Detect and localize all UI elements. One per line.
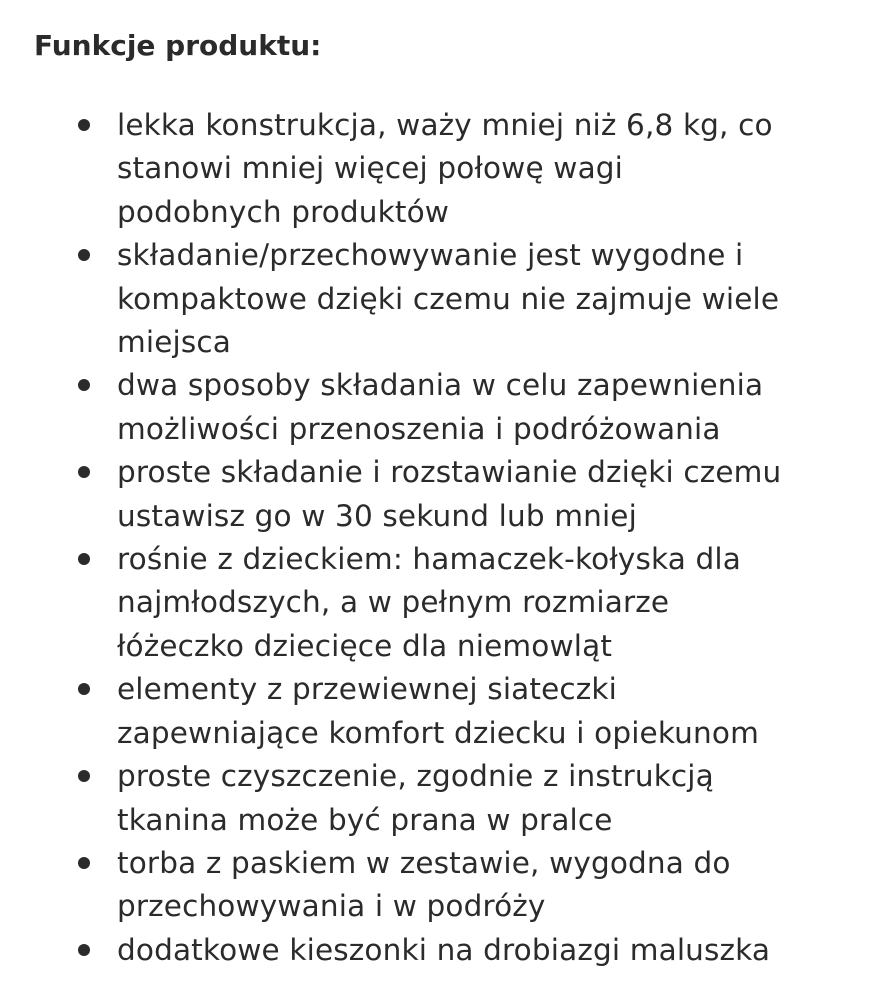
feature-item	[0, 104, 885, 234]
bullet-dot-icon	[78, 770, 90, 782]
bullet-dot-icon	[78, 857, 90, 869]
bullet-dot-icon	[78, 119, 90, 131]
feature-text-line: dwa sposoby składania w celu zapewnienia	[117, 368, 764, 403]
feature-text-line: najmłodszych, a w pełnym rozmiarze	[117, 585, 670, 620]
feature-item	[0, 538, 885, 668]
feature-text-line: rośnie z dzieckiem: hamaczek-kołyska dla	[117, 542, 741, 577]
feature-text-line: ustawisz go w 30 sekund lub mniej	[117, 498, 637, 533]
feature-text-line: tkanina może być prana w pralce	[117, 802, 613, 837]
feature-text-line: proste czyszczenie, zgodnie z instrukcją	[117, 759, 714, 794]
bullet-dot-icon	[78, 553, 90, 565]
bullet-dot-icon	[78, 379, 90, 391]
feature-item	[0, 668, 885, 755]
feature-item	[0, 234, 885, 364]
bullet-dot-icon	[78, 466, 90, 478]
feature-text-line: stanowi mniej więcej połowę wagi	[117, 151, 624, 186]
bullet-dot-icon	[78, 249, 90, 261]
feature-text-line: torba z paskiem w zestawie, wygodna do	[117, 845, 731, 880]
feature-item	[0, 755, 885, 842]
feature-text-line: składanie/przechowywanie jest wygodne i	[117, 238, 744, 273]
feature-text-line: łóżeczko dziecięce dla niemowląt	[117, 628, 613, 663]
feature-text-line: lekka konstrukcja, waży mniej niż 6,8 kg, co	[117, 108, 773, 142]
feature-text-line: elementy z przewiewnej siateczki	[117, 672, 617, 707]
feature-item	[0, 929, 885, 972]
feature-text-line: zapewniające komfort dziecku i opiekunom	[117, 715, 759, 750]
feature-list	[0, 104, 885, 972]
feature-text-line: podobnych produktów	[117, 194, 450, 229]
feature-text-line: kompaktowe dzięki czemu nie zajmuje wiele	[117, 281, 780, 316]
feature-text-line: możliwości przenoszenia i podróżowania	[117, 411, 721, 446]
feature-item	[0, 364, 885, 451]
feature-text-line: proste składanie i rozstawianie dzięki czemu	[117, 455, 782, 490]
section-heading: Funkcje produktu:	[34, 29, 322, 62]
feature-text-line: przechowywania i w podróży	[117, 889, 546, 924]
feature-text-line: dodatkowe kieszonki na drobiazgi maluszka	[117, 932, 771, 967]
feature-text-line: miejsca	[117, 325, 231, 360]
bullet-dot-icon	[78, 944, 90, 956]
feature-item	[0, 842, 885, 929]
feature-item	[0, 451, 885, 538]
bullet-dot-icon	[78, 683, 90, 695]
